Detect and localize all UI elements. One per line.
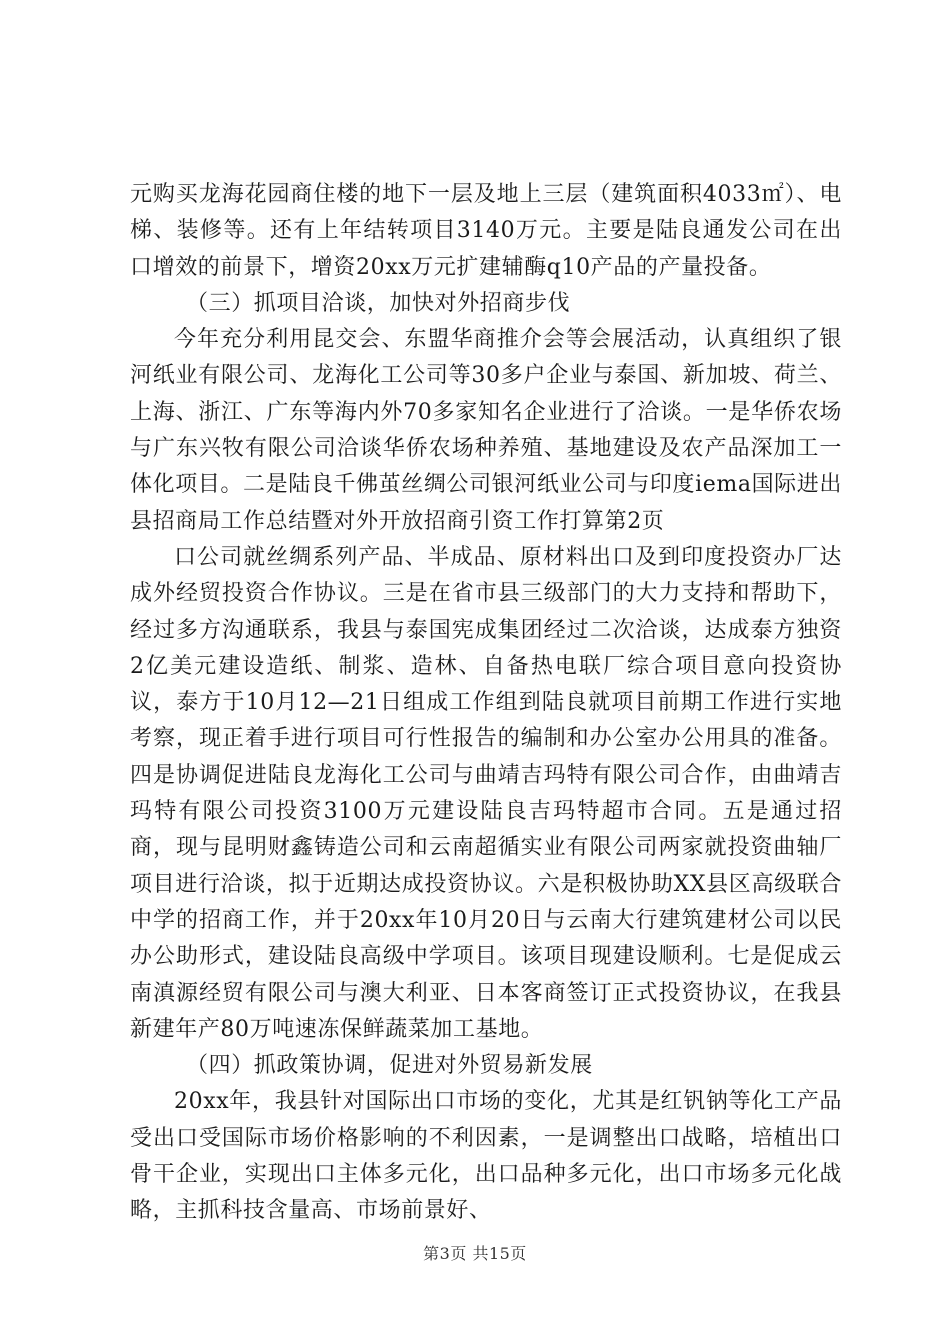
page-footer: 第3页 共15页	[423, 1244, 527, 1263]
paragraph-continuation: 元购买龙海花园商住楼的地下一层及地上三层（建筑面积4033㎡）、电梯、装修等。还有上年结转项目3140万元。主要是陆良通发公司在出口增效的前景下，增资20xx万元扩建辅酶q10产品的产量投备。	[130, 182, 842, 280]
document-body	[130, 177, 842, 1230]
paragraph-agreements: 口公司就丝绸系列产品、半成品、原材料出口及到印度投资办厂达成外经贸投资合作协议。三是在省市县三级部门的大力支持和帮助下，经过多方沟通联系，我县与泰国宪成集团经过二次洽谈，达成泰方独资2亿美元建设造纸、制浆、造林、自备热电联厂综合项目意向投资协议，泰方于10月12—21日组成工作组到陆良就项目前期工作进行实地考察，现正着手进行项目可行性报告的编制和办公室办公用具的准备。四是协调促进陆良龙海化工公司与曲靖吉玛特有限公司合作，由曲靖吉玛特有限公司投资3100万元建设陆良吉玛特超市合同。五是通过招商，现与昆明财鑫铸造公司和云南超循实业有限公司两家就投资曲轴厂项目进行洽谈，拟于近期达成投资协议。六是积极协助XX县区高级联合中学的招商工作，并于20xx年10月20日与云南大行建筑建材公司以民办公助形式，建设陆良高级中学项目。该项目现建设顺利。七是促成云南滇源经贸有限公司与澳大利亚、日本客商签订正式投资协议，在我县新建年产80万吨速冻保鲜蔬菜加工基地。	[130, 544, 842, 1042]
paragraph-foreign-trade: 20xx年，我县针对国际出口市场的变化，尤其是红钒钠等化工产品受出口受国际市场价格影响的不利因素，一是调整出口战略，培植出口骨干企业，实现出口主体多元化，出口品种多元化，出口市场多元化战略，主抓科技含量高、市场前景好、	[130, 1089, 842, 1224]
paragraph-investment-talks: 今年充分利用昆交会、东盟华商推介会等会展活动，认真组织了银河纸业有限公司、龙海化工公司等30多户企业与泰国、新加坡、荷兰、上海、浙江、广东等海内外70多家知名企业进行了洽谈。一是华侨农场与广东兴牧有限公司洽谈华侨农场种养殖、基地建设及农产品深加工一体化项目。二是陆良千佛茧丝绸公司银河纸业公司与印度iema国际进出县招商局工作总结暨对外开放招商引资工作打算第2页	[130, 327, 842, 534]
section-heading-4: （四）抓政策协调，促进对外贸易新发展	[186, 1053, 593, 1079]
section-heading-3: （三）抓项目洽谈，加快对外招商步伐	[186, 290, 571, 316]
